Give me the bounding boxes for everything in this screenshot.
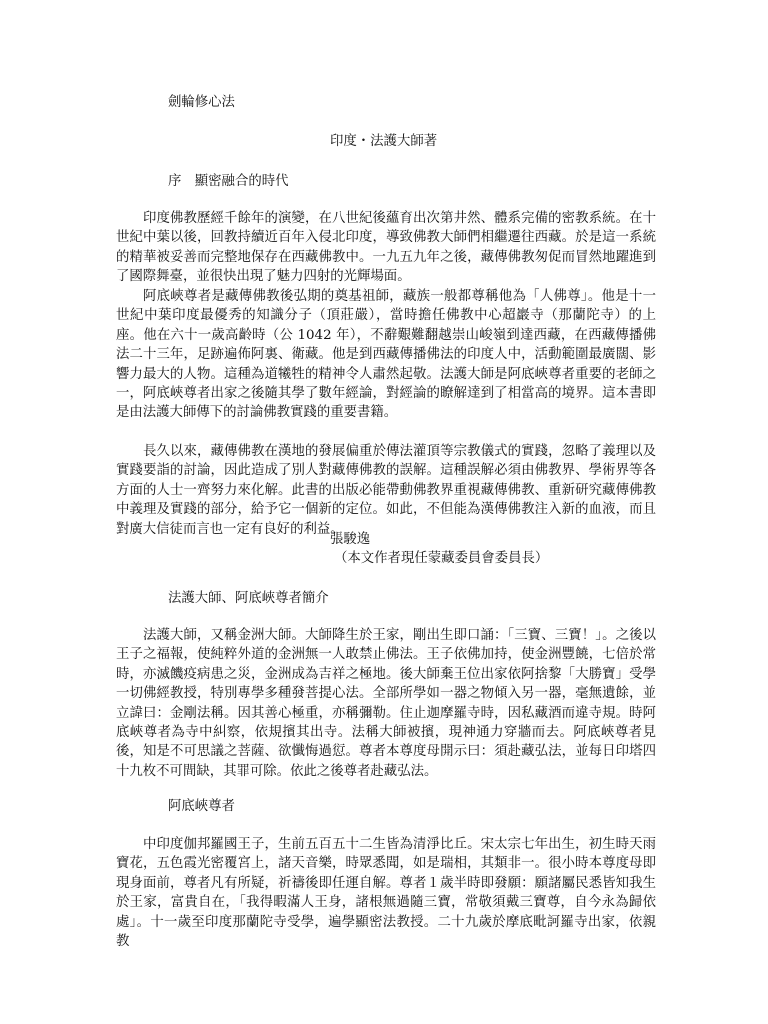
preface-paragraph-2: 阿底峽尊者是藏傳佛教後弘期的奠基祖師，藏族一般都尊稱他為「人佛尊」。他是十一世紀中葉印度最優秀的知識分子（頂莊嚴），當時擔任佛教中心超巖寺（那蘭陀寺）的上座。他在六十一歲高齡時（公 1042 年），不辭艱難翻越崇山峻嶺到達西藏，在西藏傳播佛法二十三年，足跡遍佈阿裏、衛藏。他是到西藏傳播佛法的印度人中，活動範圍最廣闊、影響力最大的人物。這種為道犧牲的精神令人肅然起敬。法護大師是阿底峽尊者重要的老師之一，阿底峽尊者出家之後隨其學了數年經論，對經論的瞭解達到了相當高的境界。這本書即是由法護大師傳下的討論佛教實踐的重要書籍。 (116, 289, 656, 421)
preface-paragraph-1: 印度佛教歷經千餘年的演變，在八世紀後蘊育出次第井然、體系完備的密教系統。在十世紀中葉以後，回教持續近百年入侵北印度，導致佛教大師們相繼遷往西藏。於是這一系統的精華被妥善而完整地保存在西藏佛教中。一九五九年之後，藏傳佛教匆促而冒然地躍進到了國際舞臺，並很快出現了魅力四射的光輝場面。 (116, 211, 656, 285)
preface-heading: 序 顯密融合的時代 (168, 174, 289, 189)
atisha-paragraph: 中印度伽邦羅國王子，生前五百五十二生皆為清淨比丘。宋太宗七年出生，初生時天雨寶花，五色霞光密覆宮上，諸天音樂，時眾悉聞，如是瑞相，其類非一。很小時本尊度母即現身面前，尊者凡有所疑，祈禱後即任運自解。尊者１歲半時即發願：願諸屬民悉皆知我生於王家，富貴自在，「我得暇滿人王身，諸根無過隨三寶，常敬須戴三寶尊，自今永為歸依處」。十一歲至印度那蘭陀寺受學，遍學顯密法教授。二十九歲於摩底毗訶羅寺出家，依親教 (116, 837, 656, 950)
preface-paragraph-3: 長久以來，藏傳佛教在漢地的發展偏重於傳法灌頂等宗教儀式的實踐，忽略了義理以及實踐要詣的討論，因此造成了別人對藏傳佛教的誤解。這種誤解必須由佛教界、學術界等各方面的人士一齊努力來化解。此書的出版必能帶動佛教界重視藏傳佛教、重新研究藏傳佛教中義理及實踐的部分，給予它一個新的定位。如此，不但能為漢傳佛教注入新的血液，而且對廣大信徒而言也一定有良好的利益。 (116, 444, 656, 537)
author-line: 印度・法護大師著 (330, 134, 438, 149)
intro-paragraph: 法護大師，又稱金洲大師。大師降生於王家，剛出生即口誦：「三寶、三寶！」。之後以王子之福報，使純粹外道的金洲無一人敢禁止佛法。王子依佛加持，使金洲豐饒，七倍於常時，亦滅饑疫病患之災，金洲成為吉祥之極地。後大師棄王位出家依阿捨黎「大勝寶」受學一切佛經教授，特別專學多種發菩提心法。全部所學如一器之物傾入另一器，毫無遺餘，並立諱曰：金剛法稱。因其善心極重，亦稱彌勒。住止迦摩羅寺時，因私藏酒而違寺規。時阿底峽尊者為寺中糾察，依規擯其出寺。法稱大師被擯，現神通力穿牆而去。阿底峽尊者見後，知是不可思議之菩薩、欲懺悔過愆。尊者本尊度母開示曰：須赴藏弘法，並每日印塔四十九枚不可間缺，其罪可除。依此之後尊者赴藏弘法。 (116, 628, 656, 779)
signature-note: （本文作者現任蒙藏委員會委員長） (334, 551, 549, 566)
signature-name: 張駿逸 (330, 532, 371, 547)
intro-heading: 法護大師、阿底峽尊者簡介 (168, 591, 329, 606)
document-title: 劍輪修心法 (168, 95, 235, 110)
atisha-heading: 阿底峽尊者 (168, 799, 235, 814)
